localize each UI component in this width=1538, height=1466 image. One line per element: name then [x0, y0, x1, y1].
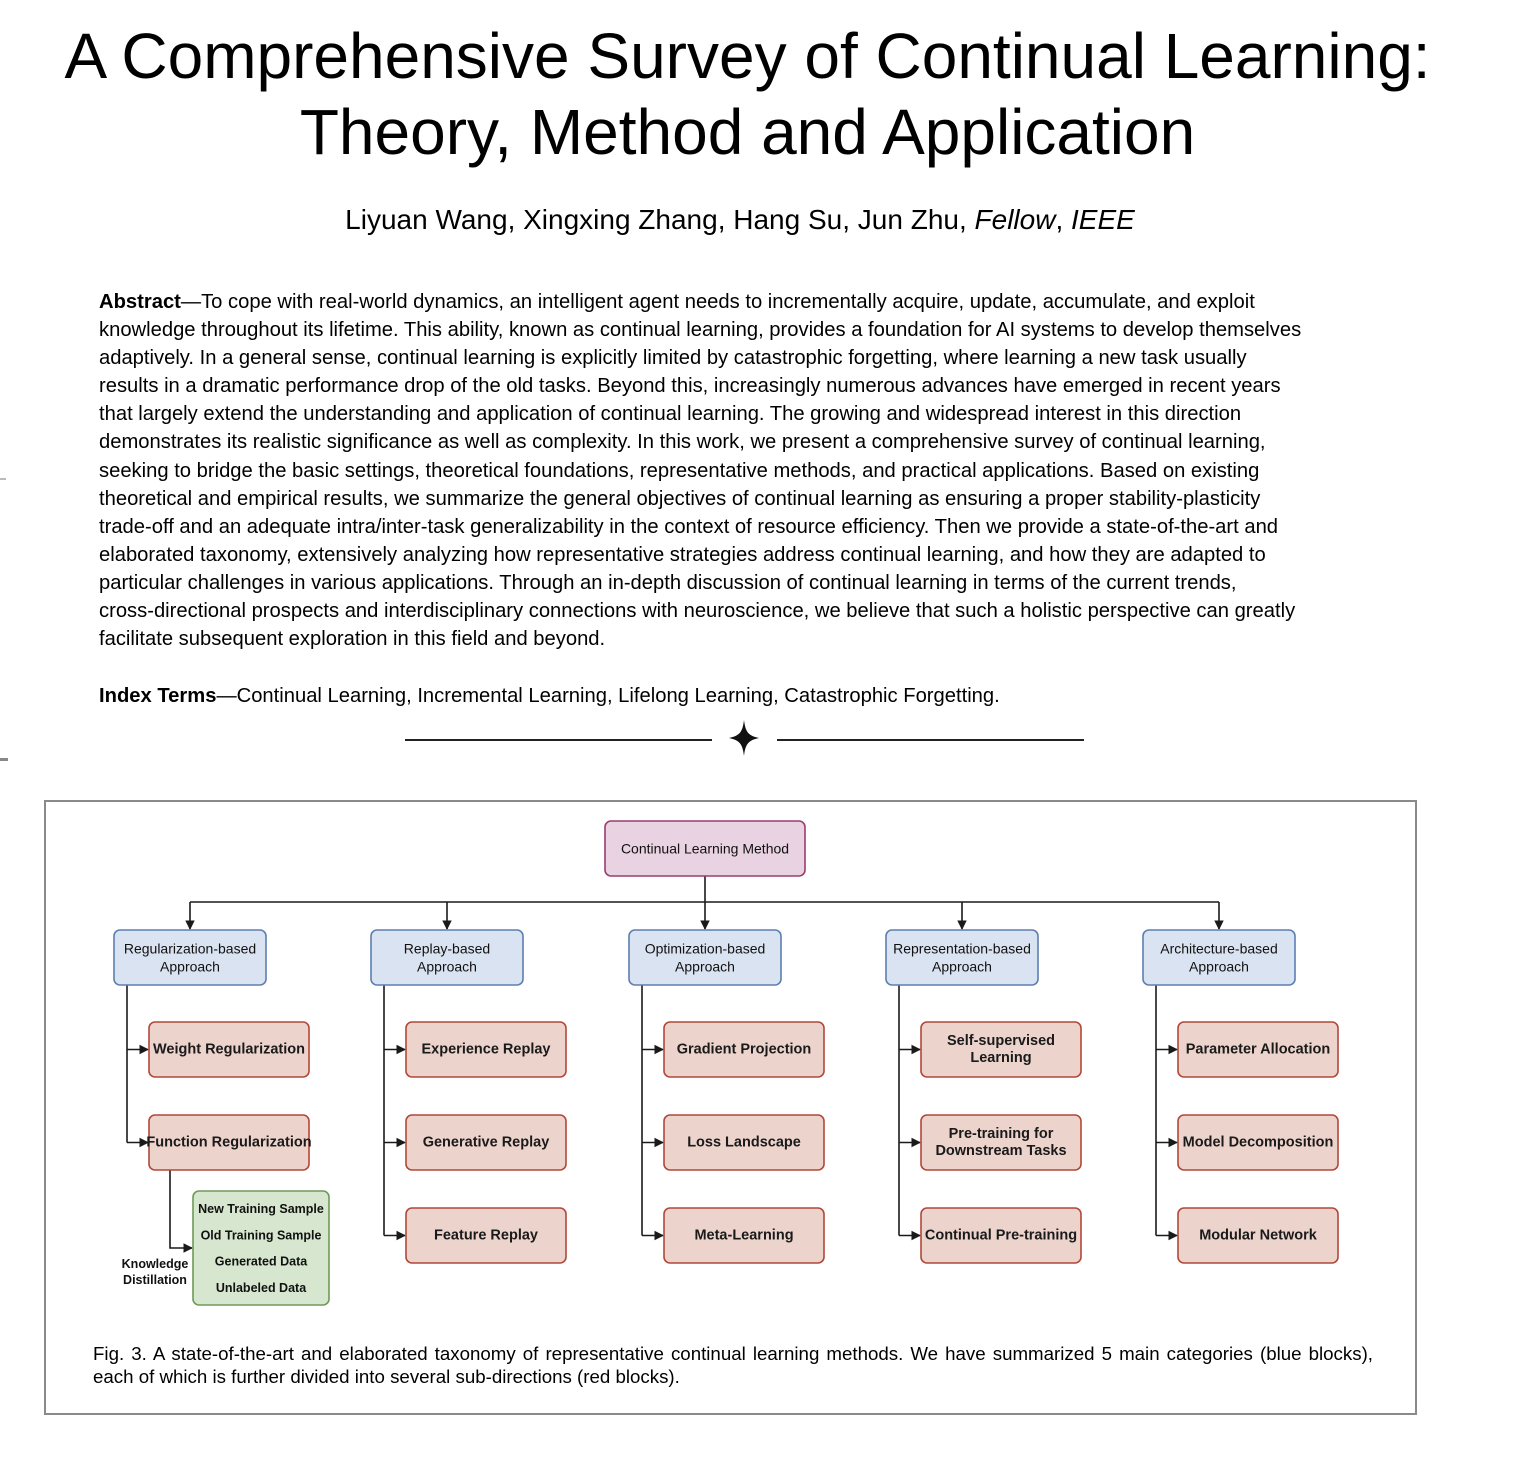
abstract-line: —To cope with real-world dynamics, an intelligent agent needs to incrementally acquire, update, accumulate, and exploit: [180, 291, 1255, 313]
category-node: [114, 930, 266, 985]
category-node-label: Replay-based: [403, 940, 491, 957]
subdirection-node-label: Function Regularization: [146, 1134, 312, 1151]
knowledge-distillation-text: Knowledge: [121, 1257, 189, 1271]
subdirection-node-label: Model Decomposition: [1182, 1134, 1334, 1151]
subdirection-node-label: Learning: [970, 1050, 1032, 1066]
title-line-1: A Comprehensive Survey of Continual Learning:: [64, 20, 1431, 92]
category-node: [629, 930, 781, 985]
author-names: Liyuan Wang, Xingxing Zhang, Hang Su, Jun Zhu,: [345, 204, 975, 235]
abstract-line: elaborated taxonomy, extensively analyzing how representative strategies address continual learning, and how they are adapted to: [99, 543, 1266, 566]
root-node-label: Continual Learning Method: [620, 840, 790, 857]
subdirection-node-label: Generative Replay: [422, 1134, 550, 1151]
abstract-line: seeking to bridge the basic settings, theoretical foundations, representative methods, and practical applications. Based on existing: [99, 459, 1260, 482]
category-node-label: Approach: [417, 958, 477, 975]
abstract-line: cross-directional prospects and interdisciplinary connections with neuroscience, we believe that such a holistic perspective can greatly: [99, 600, 1296, 623]
knowledge-distillation-text: Distillation: [123, 1273, 187, 1287]
subdirection-node-label: Continual Pre-training: [924, 1227, 1078, 1244]
abstract-line: adaptively. In a general sense, continual learning is explicitly limited by catastrophic forgetting, where learning a new task usually: [99, 347, 1247, 370]
category-node-label: Optimization-based: [644, 940, 766, 957]
category-node-box: [886, 930, 1038, 985]
index-terms-label: Index Terms: [99, 685, 217, 707]
subdirection-node: [406, 1208, 566, 1263]
author-comma: ,: [1055, 204, 1071, 235]
subdirection-node-label: Meta-Learning: [694, 1227, 794, 1244]
root-node: [605, 821, 805, 876]
abstract-line: trade-off and an adequate intra/inter-task generalizability in the context of resource efficiency. Then we provide a state-of-the-art and: [99, 515, 1279, 538]
category-node-box: [629, 930, 781, 985]
subdirection-node: [406, 1115, 566, 1170]
category-node-box: [1143, 930, 1295, 985]
subdirection-node: [149, 1022, 309, 1077]
subdirection-node: [664, 1208, 824, 1263]
subdirection-node: [1178, 1022, 1338, 1077]
knowledge-distillation-label: [122, 1257, 189, 1287]
subdirection-node-label: Loss Landscape: [687, 1134, 801, 1151]
abstract-line: demonstrates its realistic significance as well as complexity. In this work, we present a comprehensive survey of continual learning,: [99, 431, 1266, 454]
abstract-line: facilitate subsequent exploration in this field and beyond.: [99, 628, 606, 651]
category-node-label: Approach: [1189, 958, 1249, 975]
abstract-label: Abstract: [99, 291, 181, 313]
subdirection-node: [921, 1208, 1081, 1263]
subdirection-node-label: Self-supervised: [947, 1033, 1055, 1049]
abstract-line: knowledge throughout its lifetime. This ability, known as continual learning, provides a foundation for AI systems to develop themselves: [99, 319, 1302, 342]
category-node: [371, 930, 523, 985]
subdirection-node: [921, 1022, 1081, 1077]
subdirection-node-label: Modular Network: [1199, 1227, 1317, 1244]
category-node-label: Architecture-based: [1160, 940, 1278, 957]
category-node: [886, 930, 1038, 985]
subdirection-node: [146, 1115, 311, 1170]
abstract-line: particular challenges in various applications. Through an in-depth discussion of continual learning in terms of the current trends,: [99, 571, 1237, 594]
category-node-label: Approach: [160, 958, 220, 975]
category-node-label: Approach: [675, 958, 735, 975]
distillation-data-item: Unlabeled Data: [215, 1280, 307, 1295]
subdirection-node-label: Downstream Tasks: [935, 1143, 1067, 1159]
category-node-label: Approach: [932, 958, 992, 975]
distillation-data-item: Old Training Sample: [200, 1228, 322, 1243]
subdirection-node: [1178, 1208, 1338, 1263]
subdirection-node-label: Gradient Projection: [676, 1041, 812, 1058]
subdirection-node: [664, 1022, 824, 1077]
subdirection-node: [406, 1022, 566, 1077]
distillation-connector: [170, 1170, 192, 1248]
abstract-line: results in a dramatic performance drop of the old tasks. Beyond this, increasingly numerous advances have emerged in recent years: [99, 375, 1281, 398]
subdirection-node: [664, 1115, 824, 1170]
subdirection-node-label: Feature Replay: [434, 1227, 538, 1244]
author-ieee: IEEE: [1071, 204, 1135, 235]
author-fellow: Fellow: [974, 204, 1056, 235]
category-node-box: [371, 930, 523, 985]
distillation-data-item: Generated Data: [214, 1254, 308, 1269]
subdirection-node-label: Experience Replay: [421, 1041, 551, 1058]
subdirection-node: [1178, 1115, 1338, 1170]
abstract-line: that largely extend the understanding and application of continual learning. The growing and widespread interest in this direction: [99, 403, 1242, 426]
subdirection-node-label: Weight Regularization: [153, 1041, 305, 1058]
index-terms-text: —Continual Learning, Incremental Learning, Lifelong Learning, Catastrophic Forgetting.: [216, 685, 1000, 707]
abstract-line: theoretical and empirical results, we summarize the general objectives of continual learning as ensuring a proper stability-plasticity: [99, 487, 1261, 510]
subdirection-node-label: Parameter Allocation: [1185, 1041, 1331, 1058]
distillation-data-node: [193, 1191, 329, 1305]
figure-caption: Fig. 3. A state-of-the-art and elaborated taxonomy of representative continual learning methods. We have summarized 5 main categories (blue blocks), each of which is further divided into several sub-directions (red blocks).: [93, 1343, 1373, 1387]
category-node-box: [114, 930, 266, 985]
category-node-label: Representation-based: [893, 940, 1031, 957]
category-node: [1143, 930, 1295, 985]
category-node-label: Regularization-based: [123, 940, 257, 957]
distillation-data-item: New Training Sample: [198, 1202, 324, 1216]
subdirection-node-label: Pre-training for: [948, 1126, 1054, 1142]
title-line-2: Theory, Method and Application: [299, 96, 1196, 168]
diagram-nodes: [114, 821, 1338, 1305]
subdirection-node: [921, 1115, 1081, 1170]
